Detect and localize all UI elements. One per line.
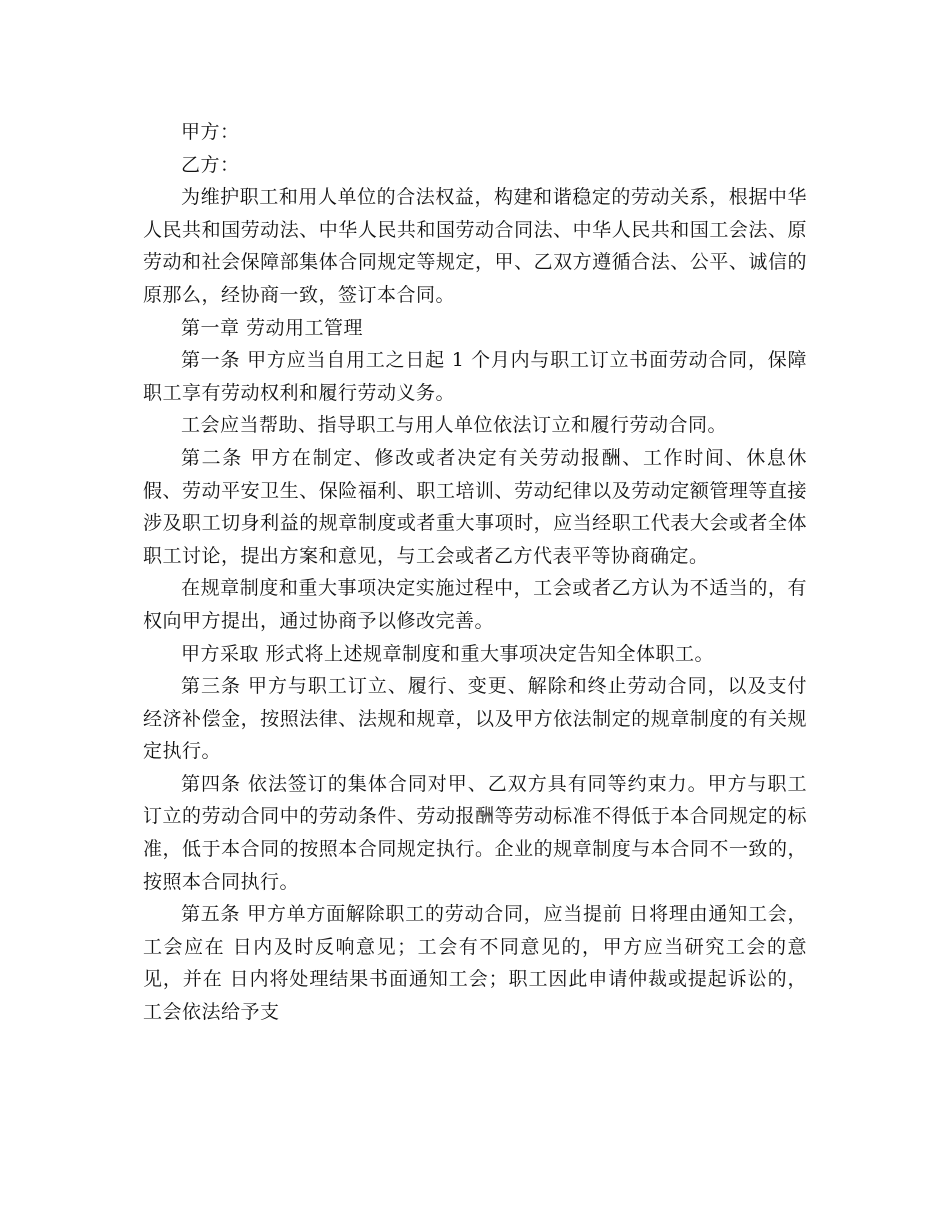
article-4-paragraph: 第四条 依法签订的集体合同对甲、乙双方具有同等约束力。甲方与职工订立的劳动合同中的劳动条件、劳动报酬等劳动标准不得低于本合同规定的标准，低于本合同的按照本合同规定执行。企业的规章制度与本合同不一致的，按照本合同执行。 — [143, 772, 807, 893]
article-2-revision-paragraph: 在规章制度和重大事项决定实施过程中，工会或者乙方认为不适当的，有权向甲方提出，通过协商予以修改完善。 — [143, 577, 807, 632]
article-1-union-paragraph: 工会应当帮助、指导职工与用人单位依法订立和履行劳动合同。 — [181, 414, 728, 437]
party-a-line: 甲方： — [181, 121, 240, 143]
article-2-notice-paragraph: 甲方采取 形式将上述规章制度和重大事项决定告知全体职工。 — [181, 642, 715, 665]
article-3-paragraph: 第三条 甲方与职工订立、履行、变更、解除和终止劳动合同，以及支付经济补偿金，按照法律、法规和规章，以及甲方依法制定的规章制度的有关规定执行。 — [143, 675, 807, 763]
article-2-paragraph: 第二条 甲方在制定、修改或者决定有关劳动报酬、工作时间、休息休假、劳动平安卫生、保险福利、职工培训、劳动纪律以及劳动定额管理等直接涉及职工切身利益的规章制度或者重大事项时，应当经职工代表大会或者全体职工讨论，提出方案和意见，与工会或者乙方代表平等协商确定。 — [143, 446, 807, 567]
chapter-1-heading: 第一章 劳动用工管理 — [181, 316, 364, 339]
party-b-line: 乙方： — [181, 153, 240, 176]
preamble-paragraph: 为维护职工和用人单位的合法权益，构建和谐稳定的劳动关系，根据中华人民共和国劳动法、中华人民共和国劳动合同法、中华人民共和国工会法、原劳动和社会保障部集体合同规定等规定，甲、乙双方遵循合法、公平、诚信的原那么，经协商一致，签订本合同。 — [143, 186, 807, 306]
article-5-paragraph: 第五条 甲方单方面解除职工的劳动合同，应当提前 日将理由通知工会，工会应在 日内及时反响意见；工会有不同意见的，甲方应当研究工会的意见，并在 日内将处理结果书面通知工会；职工因此申请仲裁或提起诉讼的，工会依法给予支 — [143, 903, 807, 1024]
article-1-paragraph: 第一条 甲方应当自用工之日起 1 个月内与职工订立书面劳动合同，保障职工享有劳动权利和履行劳动义务。 — [143, 349, 807, 404]
document-body — [143, 116, 807, 1029]
